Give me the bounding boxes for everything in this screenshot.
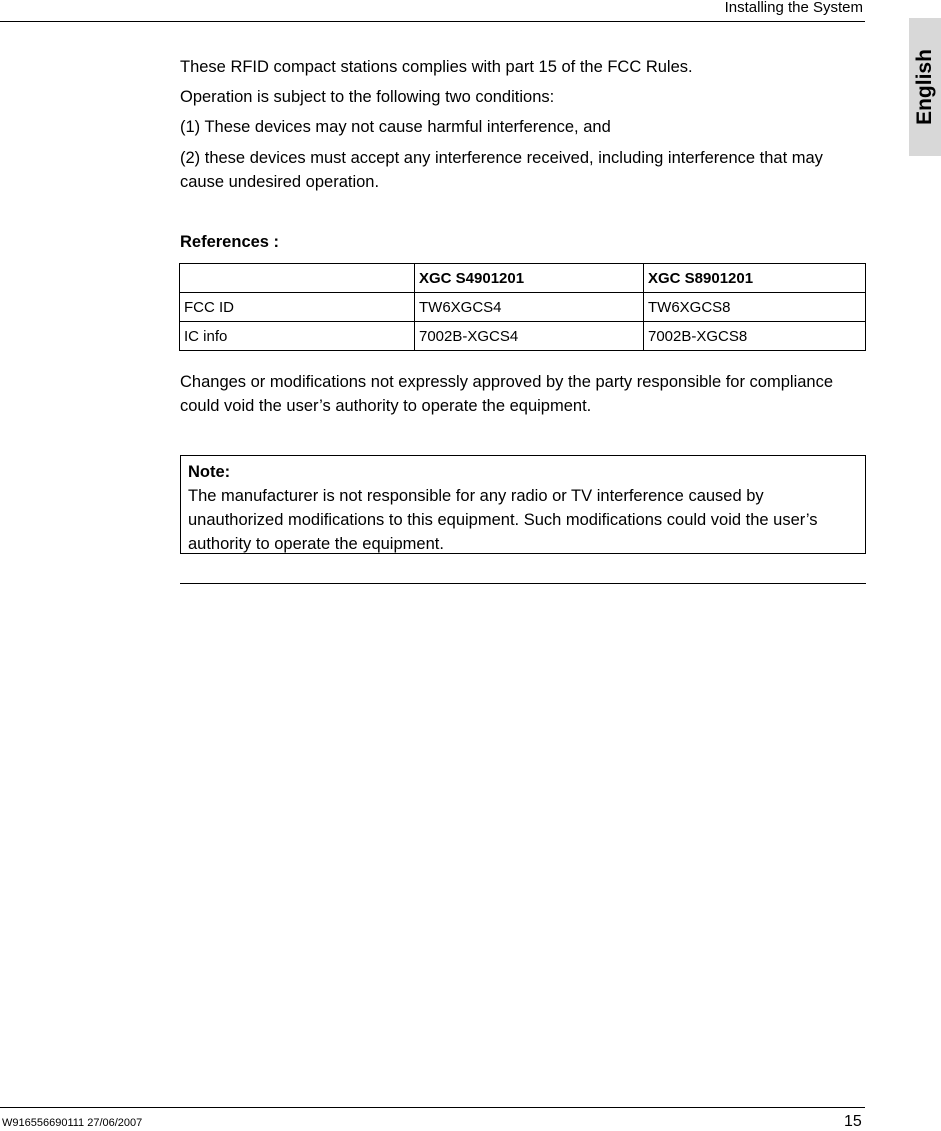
- references-heading: References :: [180, 233, 280, 251]
- intro-line-2: Operation is subject to the following two conditions:: [180, 88, 555, 106]
- intro-line-1: These RFID compact stations complies with part 15 of the FCC Rules.: [180, 58, 693, 76]
- note-title: Note:: [188, 463, 231, 481]
- changes-paragraph: Changes or modifications not expressly approved by the party responsible for compliance could void the user’s authority to operate the equipment.: [180, 373, 834, 415]
- language-tab: [909, 18, 941, 156]
- table-cell: TW6XGCS4: [415, 293, 644, 322]
- table-row: [180, 322, 866, 351]
- table-header-row: [180, 264, 866, 293]
- references-table: [179, 263, 866, 351]
- note-box: [180, 455, 866, 554]
- table-header-cell: [180, 264, 415, 293]
- table-header-cell: XGC S8901201: [644, 264, 866, 293]
- table-cell: 7002B-XGCS4: [415, 322, 644, 351]
- table-cell: IC info: [180, 322, 415, 351]
- table-cell: FCC ID: [180, 293, 415, 322]
- language-tab-label: English: [913, 49, 936, 125]
- header-divider: [0, 21, 865, 22]
- table-row: [180, 293, 866, 322]
- page-number: 15: [844, 1113, 862, 1130]
- note-body: The manufacturer is not responsible for any radio or TV interference caused by unauthorized modifications to this equipment. Such modifications could void the user’s authority to operate the equipment.: [188, 487, 818, 553]
- section-end-divider: [180, 583, 866, 584]
- section-title: Installing the System: [724, 0, 863, 16]
- table-header-cell: XGC S4901201: [415, 264, 644, 293]
- footer-document-id: W916556690111 27/06/2007: [2, 1117, 143, 1129]
- footer-divider: [0, 1107, 865, 1108]
- table-cell: 7002B-XGCS8: [644, 322, 866, 351]
- intro-line-4: (2) these devices must accept any interference received, including interference that may cause undesired operation.: [180, 149, 823, 191]
- table-cell: TW6XGCS8: [644, 293, 866, 322]
- intro-line-3: (1) These devices may not cause harmful interference, and: [180, 118, 611, 136]
